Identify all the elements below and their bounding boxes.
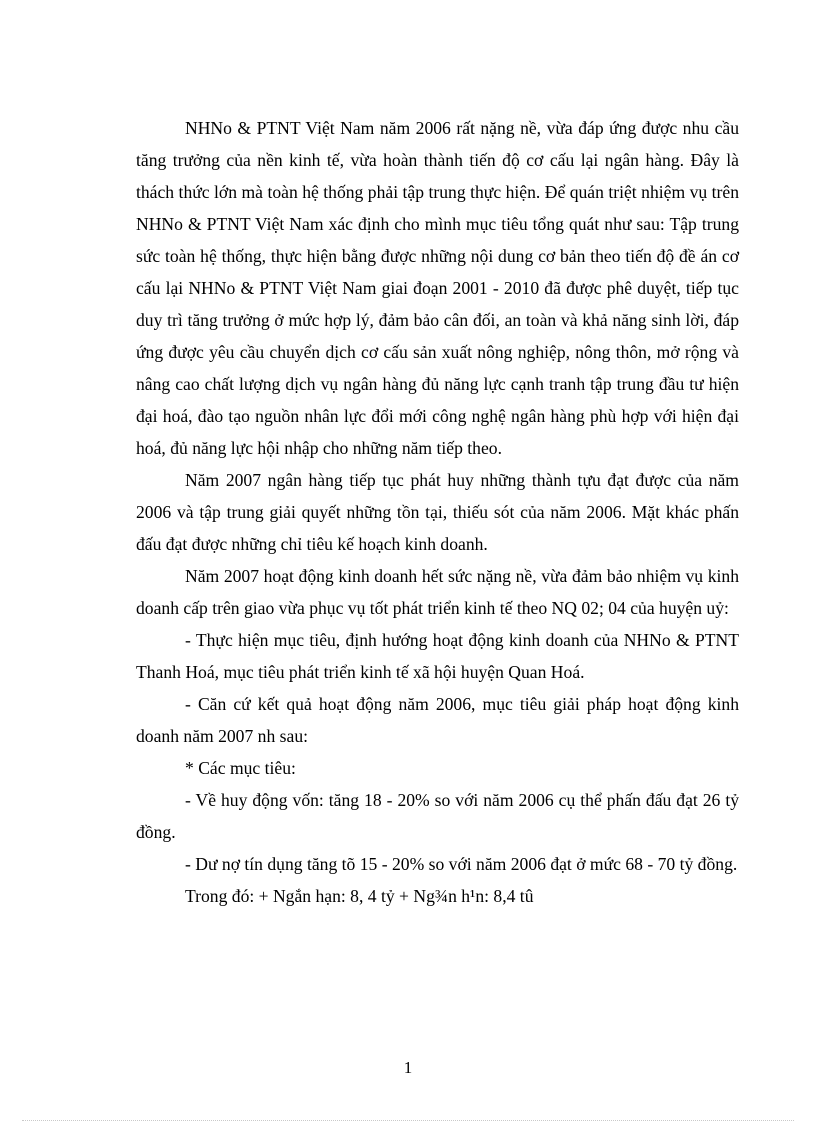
bullet-implement-goals: - Thực hiện mục tiêu, định hướng hoạt động kinh doanh của NHNo & PTNT Thanh Hoá, mục tiêu phát triển kinh tế xã hội huyện Quan Hoá. (136, 630, 739, 682)
bullet-credit-outstanding: - Dư nợ tín dụng tăng tõ 15 - 20% so với năm 2006 đạt ở mức 68 - 70 tỷ đồng. (185, 854, 738, 874)
bullet-based-on-results: - Căn cứ kết quả hoạt động năm 2006, mục tiêu giải pháp hoạt động kinh doanh năm 2007 nh sau: (136, 694, 739, 746)
page-number: 1 (403, 1058, 413, 1077)
paragraph-overall-goals: NHNo & PTNT Việt Nam năm 2006 rất nặng nề, vừa đáp ứng được nhu cầu tăng trưởng của nền kinh tế, vừa hoàn thành tiến độ cơ cấu lại ngân hàng. Đây là thách thức lớn mà toàn hệ thống phải tập trung thực hiện. Để quán triệt nhiệm vụ trên NHNo & PTNT Việt Nam xác định cho mình mục tiêu tổng quát như sau: Tập trung sức toàn hệ thống, thực hiện bằng được những nội dung cơ bản theo tiến độ đề án cơ cấu lại NHNo & PTNT Việt Nam giai đoạn 2001 - 2010 đã được phê duyệt, tiếp tục duy trì tăng trưởng ở mức hợp lý, đảm bảo cân đối, an toàn và khả năng sinh lời, đáp ứng được yêu cầu chuyển dịch cơ cấu sản xuất nông nghiệp, nông thôn, mở rộng và nâng cao chất lượng dịch vụ ngân hàng đủ năng lực cạnh tranh tập trung đầu tư hiện đại hoá, đào tạo nguồn nhân lực đổi mới công nghệ ngân hàng phù hợp với hiện đại hoá, đủ năng lực hội nhập cho những năm tiếp theo. (136, 118, 739, 458)
bullet-capital-mobilization: - Về huy động vốn: tăng 18 - 20% so với năm 2006 cụ thể phấn đấu đạt 26 tỷ đồng. (136, 790, 739, 842)
short-term-breakdown: Trong đó: + Ngắn hạn: 8, 4 tỷ + Ng¾n h¹n: 8,4 tû (185, 886, 534, 906)
paragraph-2007-continuation: Năm 2007 ngân hàng tiếp tục phát huy những thành tựu đạt được của năm 2006 và tập trung giải quyết những tồn tại, thiếu sót của năm 2006. Mặt khác phấn đấu đạt được những chỉ tiêu kế hoạch kinh doanh. (136, 470, 739, 554)
document-body (136, 112, 739, 912)
page-bottom-divider (22, 1120, 794, 1121)
goals-heading: * Các mục tiêu: (185, 758, 296, 778)
paragraph-2007-business: Năm 2007 hoạt động kinh doanh hết sức nặng nề, vừa đảm bảo nhiệm vụ kinh doanh cấp trên giao vừa phục vụ tốt phát triển kinh tế theo NQ 02; 04 của huyện uỷ: (136, 566, 739, 618)
